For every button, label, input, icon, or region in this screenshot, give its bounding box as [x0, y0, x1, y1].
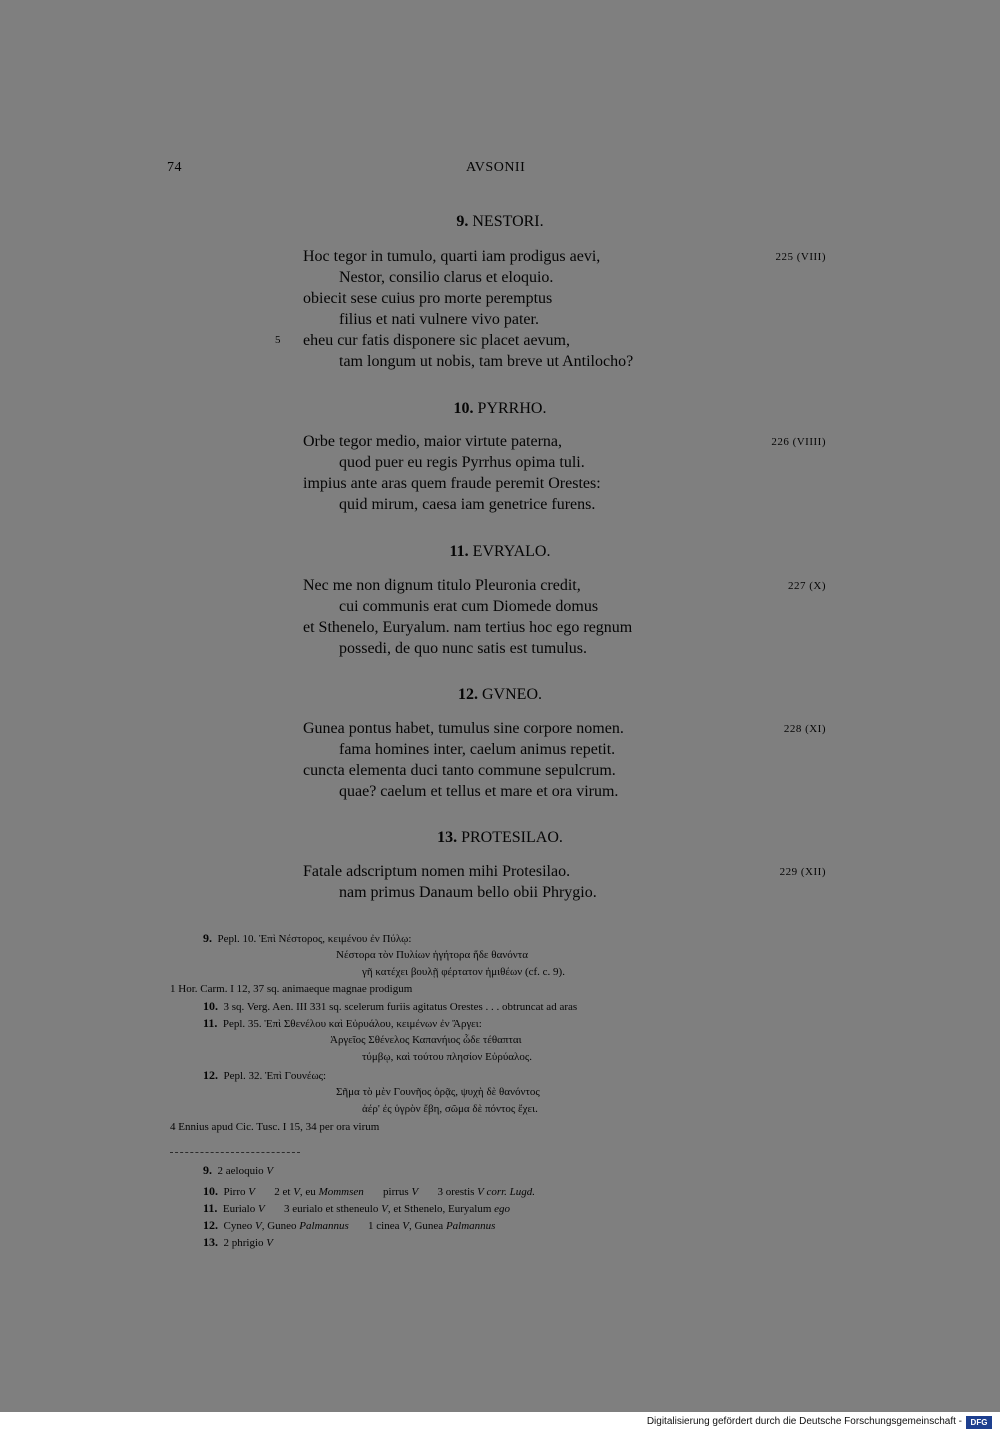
- apparatus-segment: 3 eurialo et stheneulo: [264, 1203, 382, 1215]
- page-number: 74: [167, 160, 182, 175]
- running-title: AVSONII: [466, 160, 526, 175]
- verse-line: cuncta elementa duci tanto commune sepulcrum.: [303, 762, 616, 779]
- apparatus-segment: Mommsen: [318, 1186, 364, 1198]
- verse-line: eheu cur fatis disponere sic placet aevum,: [303, 332, 570, 349]
- verse-line: obiecit sese cuius pro morte peremptus: [303, 290, 553, 307]
- note-line: Νέστορα τὸν Πυλίων ἡγήτορα ἥδε θανόντα: [336, 949, 528, 961]
- apparatus-segment: 2 aeloquio: [217, 1165, 267, 1177]
- reference-number: 225 (VIII): [775, 251, 826, 263]
- dfg-logo: DFG: [966, 1416, 992, 1429]
- apparatus-line: 9. 2 aeloquio V: [203, 1163, 274, 1177]
- note-line: 12. Pepl. 32. Ἐπὶ Γουνέως:: [203, 1068, 327, 1082]
- verse-line: nam primus Danaum bello obii Phrygio.: [339, 884, 597, 901]
- verse-line: impius ante aras quem fraude peremit Orestes:: [303, 475, 601, 492]
- apparatus-segment: V: [257, 1203, 265, 1215]
- verse-line: Orbe tegor medio, maior virtute paterna,: [303, 433, 563, 450]
- note-line: 9. Pepl. 10. Ἐπὶ Νέστορος, κειμένου ἐν Πύλῳ:: [203, 931, 412, 945]
- note-line: 11. Pepl. 35. Ἐπὶ Σθενέλου καὶ Εὐρυάλου, κειμένων ἐν Ἄργει:: [203, 1016, 482, 1030]
- apparatus-segment: V: [248, 1186, 255, 1198]
- verse-line: quid mirum, caesa iam genetrice furens.: [339, 496, 596, 513]
- apparatus-segment: , et Sthenelo, Euryalum: [387, 1203, 495, 1215]
- reference-number: 229 (XII): [779, 866, 826, 878]
- verse-line: Nestor, consilio clarus et eloquio.: [339, 269, 554, 286]
- apparatus-segment: , Guneo: [261, 1220, 300, 1232]
- note-line: 4 Ennius apud Cic. Tusc. I 15, 34 per ora virum: [170, 1121, 380, 1133]
- apparatus-segment: Palmannus: [445, 1220, 496, 1232]
- apparatus-segment: 3 orestis: [418, 1186, 478, 1198]
- apparatus-line: 12. Cyneo V, Guneo Palmannus 1 cinea V, Gunea Palmannus: [203, 1218, 496, 1232]
- line-number: 5: [275, 334, 281, 346]
- apparatus-segment: Pirro: [223, 1186, 249, 1198]
- note-line: γῆ κατέχει βουλῇ φέρτατον ἡμιθέων (cf. c. 9).: [362, 966, 565, 978]
- apparatus-line: 11. Eurialo V 3 eurialo et stheneulo V, et Sthenelo, Euryalum ego: [203, 1201, 511, 1215]
- poem-title: 9. NESTORI.: [456, 213, 544, 230]
- verse-line: Nec me non dignum titulo Pleuronia credit,: [303, 577, 581, 594]
- verse-line: cui communis erat cum Diomede domus: [339, 598, 599, 615]
- apparatus-segment: V: [266, 1165, 274, 1177]
- apparatus-segment: V: [254, 1220, 262, 1232]
- apparatus-segment: V: [266, 1237, 274, 1249]
- apparatus-line: 13. 2 phrigio V: [203, 1235, 274, 1249]
- apparatus-segment: Eurialo: [222, 1203, 258, 1215]
- verse-line: fama homines inter, caelum animus repetit.: [339, 741, 616, 758]
- note-line: Σῆμα τὸ μὲν Γουνῆος ὁρᾷς, ψυχὴ δὲ θανόντος: [336, 1086, 540, 1098]
- verse-line: Fatale adscriptum nomen mihi Protesilao.: [303, 863, 571, 880]
- apparatus-segment: V: [411, 1186, 419, 1198]
- funding-notice: Digitalisierung gefördert durch die Deutsche Forschungsgemeinschaft -: [646, 1416, 962, 1427]
- verse-line: Gunea pontus habet, tumulus sine corpore nomen.: [303, 720, 624, 737]
- apparatus-segment: Palmannus: [299, 1220, 349, 1232]
- verse-line: filius et nati vulnere vivo pater.: [339, 311, 539, 328]
- apparatus-segment: V: [293, 1186, 300, 1198]
- footer-bar: [0, 1412, 1000, 1434]
- note-line: 10. 3 sq. Verg. Aen. III 331 sq. scelerum furiis agitatus Orestes . . . obtruncat ad aras: [203, 999, 578, 1013]
- verse-line: quae? caelum et tellus et mare et ora virum.: [339, 783, 619, 800]
- separator-rule: [170, 1152, 300, 1153]
- apparatus-segment: V: [402, 1220, 409, 1232]
- verse-line: et Sthenelo, Euryalum. nam tertius hoc ego regnum: [303, 619, 633, 636]
- reference-number: 226 (VIIII): [771, 436, 826, 448]
- note-line: τύμβῳ, καὶ τούτου πλησίον Εὐρύαλος.: [362, 1051, 532, 1063]
- apparatus-line: 10. Pirro V 2 et V, eu Mommsen pirrus V 3 orestis V corr. Lugd.: [203, 1184, 536, 1198]
- apparatus-segment: , Gunea: [408, 1220, 446, 1232]
- reference-number: 228 (XI): [783, 723, 826, 735]
- verse-line: possedi, de quo nunc satis est tumulus.: [339, 640, 587, 657]
- verse-line: Hoc tegor in tumulo, quarti iam prodigus aevi,: [303, 248, 601, 265]
- reference-number: 227 (X): [787, 580, 826, 592]
- apparatus-segment: Cyneo: [223, 1220, 255, 1232]
- note-line: 1 Hor. Carm. I 12, 37 sq. animaeque magnae prodigum: [170, 983, 413, 995]
- apparatus-segment: pirrus: [363, 1186, 412, 1198]
- poem-title: 10. PYRRHO.: [453, 400, 547, 417]
- apparatus-segment: V: [381, 1203, 388, 1215]
- apparatus-segment: 1 cinea: [348, 1220, 403, 1232]
- apparatus-segment: 2 phrigio: [223, 1237, 267, 1249]
- note-line: Ἀργεῖος Σθένελος Καπανήιος ὧδε τέθαπται: [330, 1034, 522, 1046]
- apparatus-segment: V corr. Lugd.: [477, 1186, 536, 1198]
- poem-title: 11. EVRYALO.: [449, 543, 551, 560]
- poem-title: 13. PROTESILAO.: [437, 829, 563, 846]
- verse-line: quod puer eu regis Pyrrhus opima tuli.: [339, 454, 585, 471]
- verse-line: tam longum ut nobis, tam breve ut Antilocho?: [339, 353, 634, 370]
- apparatus-segment: 2 et: [254, 1186, 294, 1198]
- note-line: ἀέρ' ἐς ὑγρὸν ἔβη, σῶμα δὲ πόντος ἔχει.: [362, 1103, 538, 1115]
- apparatus-segment: ego: [494, 1203, 511, 1215]
- apparatus-segment: , eu: [299, 1186, 319, 1198]
- poem-title: 12. GVNEO.: [458, 686, 542, 703]
